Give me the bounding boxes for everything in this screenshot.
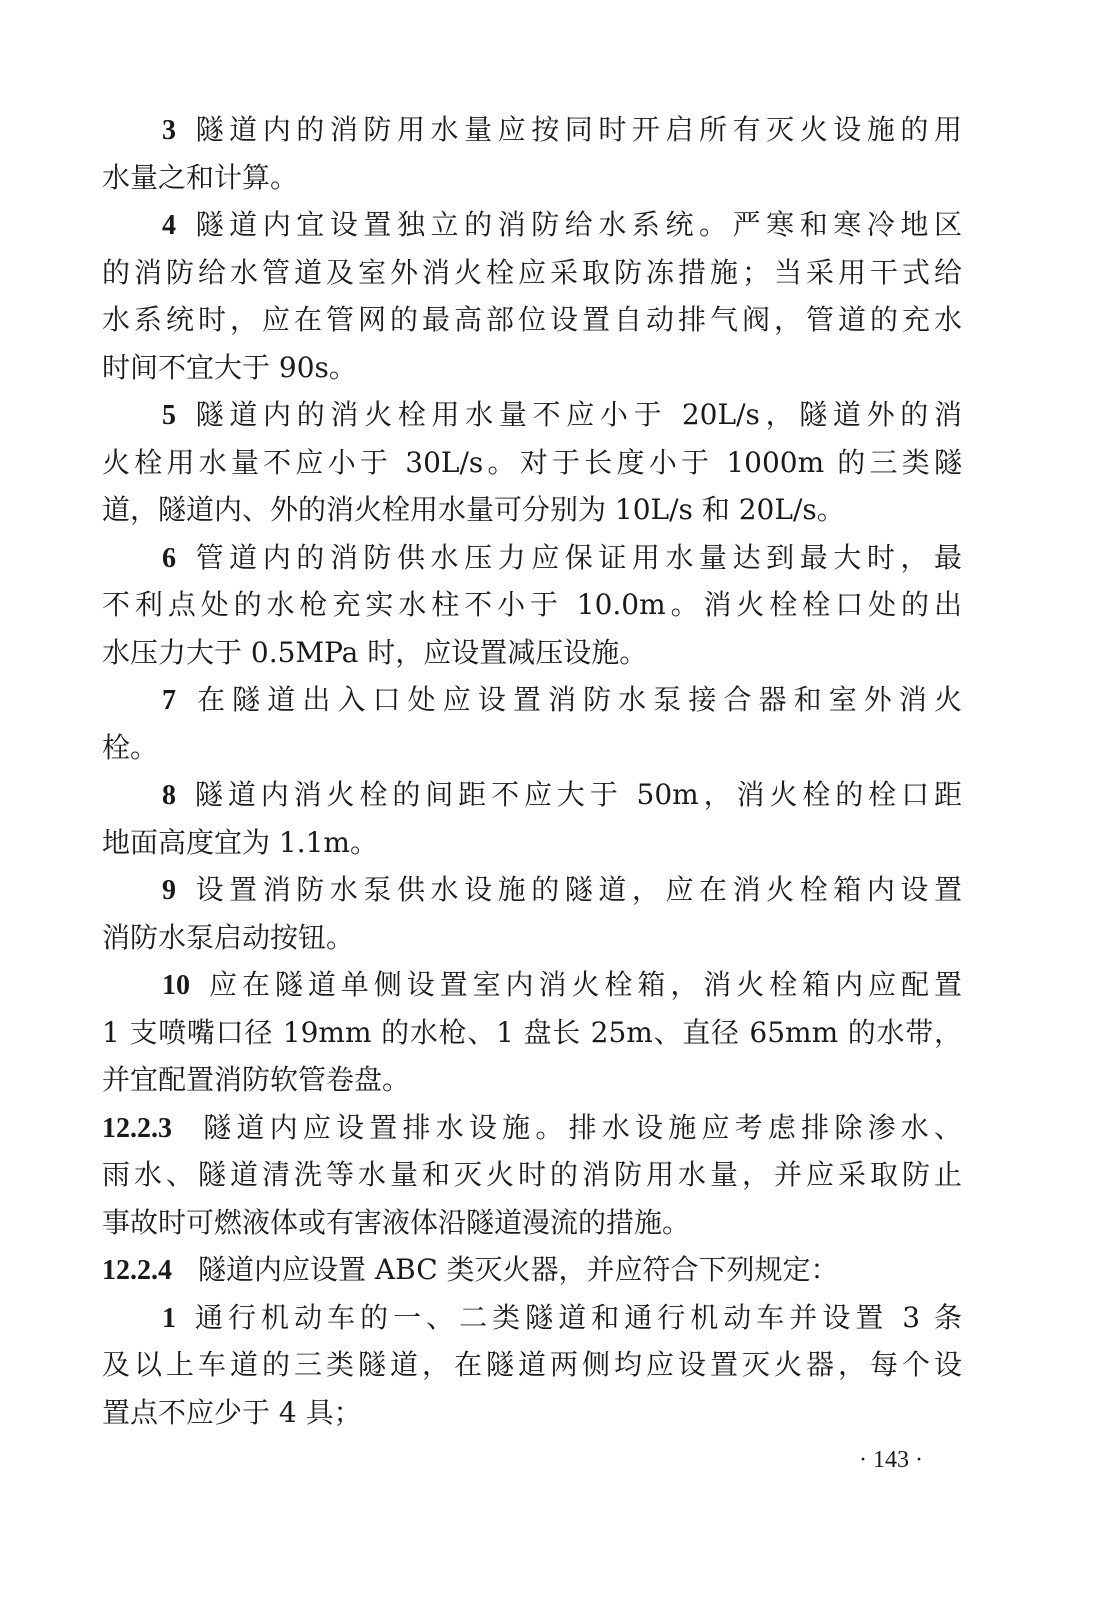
item-number: 5 [162, 400, 176, 431]
item-number: 6 [162, 543, 176, 574]
item-number: 7 [162, 685, 176, 716]
item-number: 1 [162, 1303, 176, 1334]
item-number: 4 [162, 210, 176, 241]
item-8-line-1: 8 隧道内消火栓的间距不应大于 50m，消火栓的栓口距 [162, 778, 962, 811]
item-5-line-1: 5 隧道内的消火栓用水量不应小于 20L/s，隧道外的消 [162, 398, 962, 431]
item-10-line-3: 并宜配置消防软管卷盘。 [102, 1063, 411, 1096]
item-6-line-3: 水压力大于 0.5MPa 时，应设置减压设施。 [102, 636, 648, 669]
item-10-line-2: 1 支喷嘴口径 19mm 的水枪、1 盘长 25m、直径 65mm 的水带， [102, 1016, 962, 1049]
item-4-line-2: 的消防给水管道及室外消火栓应采取防冻措施；当采用干式给 [102, 256, 962, 289]
item-number: 3 [162, 115, 176, 146]
section-12-2-3-line-3: 事故时可燃液体或有害液体沿隧道漫流的措施。 [102, 1206, 691, 1239]
item-9-line-1: 9 设置消防水泵供水设施的隧道，应在消火栓箱内设置 [162, 873, 962, 906]
item-7-line-2: 栓。 [102, 731, 159, 764]
item-number: 10 [162, 970, 190, 1001]
item-9-line-2: 消防水泵启动按钮。 [102, 921, 355, 954]
item-6-line-2: 不利点处的水枪充实水柱不小于 10.0m。消火栓栓口处的出 [102, 588, 962, 621]
item-number: 8 [162, 780, 176, 811]
section-12-2-4-line-1: 12.2.4 隧道内应设置 ABC 类灭火器，并应符合下列规定： [102, 1253, 839, 1286]
subitem-1-line-3: 置点不应少于 4 具； [102, 1396, 362, 1429]
item-4-line-1: 4 隧道内宜设置独立的消防给水系统。严寒和寒冷地区 [162, 208, 962, 241]
item-3-line-2: 水量之和计算。 [102, 161, 299, 194]
section-number: 12.2.4 [102, 1255, 172, 1286]
section-12-2-3-line-1: 12.2.3 隧道内应设置排水设施。排水设施应考虑排除渗水、 [102, 1111, 962, 1144]
subitem-1-line-1: 1 通行机动车的一、二类隧道和通行机动车并设置 3 条 [162, 1301, 962, 1334]
item-number: 9 [162, 875, 176, 906]
section-12-2-3-line-2: 雨水、隧道清洗等水量和灭火时的消防用水量，并应采取防止 [102, 1158, 962, 1191]
page-number: · 143 · [859, 1447, 923, 1473]
item-3-line-1: 3 隧道内的消防用水量应按同时开启所有灭火设施的用 [162, 113, 962, 146]
item-7-line-1: 7 在隧道出入口处应设置消防水泵接合器和室外消火 [162, 683, 962, 716]
item-8-line-2: 地面高度宜为 1.1m。 [102, 826, 378, 859]
item-5-line-3: 道，隧道内、外的消火栓用水量可分别为 10L/s 和 20L/s。 [102, 493, 845, 526]
item-6-line-1: 6 管道内的消防供水压力应保证用水量达到最大时，最 [162, 541, 962, 574]
item-4-line-4: 时间不宜大于 90s。 [102, 351, 357, 384]
item-4-line-3: 水系统时，应在管网的最高部位设置自动排气阀，管道的充水 [102, 303, 962, 336]
section-number: 12.2.3 [102, 1113, 172, 1144]
item-5-line-2: 火栓用水量不应小于 30L/s。对于长度小于 1000m 的三类隧 [102, 446, 962, 479]
subitem-1-line-2: 及以上车道的三类隧道，在隧道两侧均应设置灭火器，每个设 [102, 1348, 962, 1381]
item-10-line-1: 10 应在隧道单侧设置室内消火栓箱，消火栓箱内应配置 [162, 968, 962, 1001]
